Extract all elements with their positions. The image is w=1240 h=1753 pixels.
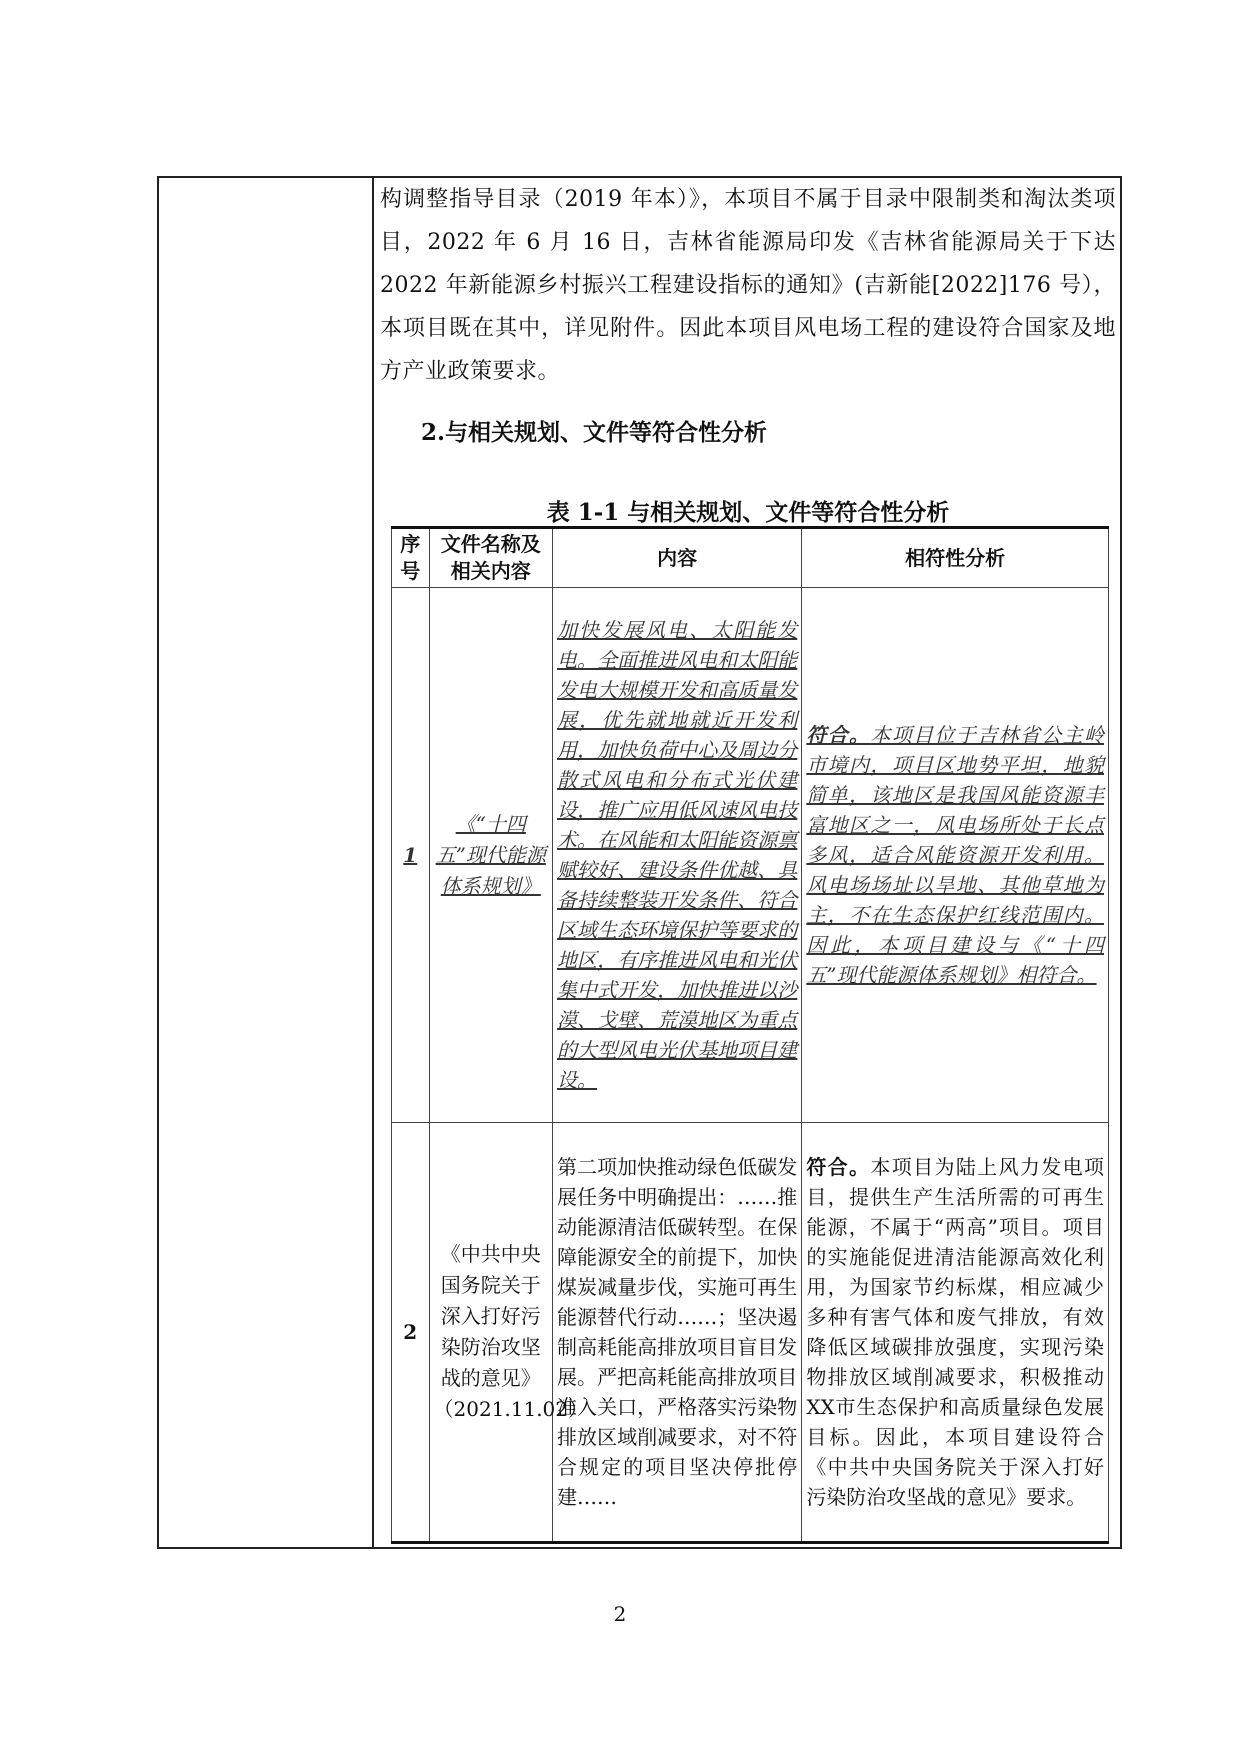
analysis-verdict: 符合。 [806,723,871,747]
row-content: 第二项加快推动绿色低碳发展任务中明确提出：……推动能源清洁低碳转型。在保障能源安全的前提下，加快煤炭减量步伐，实施可再生能源替代行动……；坚决遏制高耗能高排放项目盲目发展。严把高耗能高排放项目准入关口，严格落实污染物排放区域削减要求，对不符合规定的项目坚决停批停建…… [553,1123,802,1543]
table-row [392,588,1109,1123]
row-content: 加快发展风电、太阳能发电。全面推进风电和太阳能发电大规模开发和高质量发展，优先就地就近开发利用，加快负荷中心及周边分散式风电和分布式光伏建设，推广应用低风速风电技术。在风能和太阳能资源禀赋较好、建设条件优越、具备持续整装开发条件、符合区域生态环境保护等要求的地区，有序推进风电和光伏集中式开发，加快推进以沙漠、戈壁、荒漠地区为重点的大型风电光伏基地项目建设。 [553,588,802,1123]
analysis-verdict: 符合。 [806,1155,871,1179]
page-number: 2 [613,1602,627,1626]
policy-paragraph: 构调整指导目录（2019 年本）》，本项目不属于目录中限制类和淘汰类项目，2022 年 6 月 16 日，吉林省能源局印发《吉林省能源局关于下达 2022 年新能源乡村振兴工程建设指标的通知》(吉新能[2022]176 号），本项目既在其中，详见附件。因此本项目风电场工程的建设符合国家及地方产业政策要求。 [380,187,1116,384]
compliance-table [391,526,1109,1544]
row-document-name: 《中共中央国务院关于深入打好污染防治攻坚战的意见》（2021.11.02） [429,1123,553,1543]
row-analysis [802,1123,1109,1543]
row-no: 1 [392,588,430,1123]
row-no: 2 [392,1123,430,1543]
document-frame [157,176,1122,1549]
analysis-text: 本项目位于吉林省公主岭市境内，项目区地势平坦，地貌简单，该地区是我国风能资源丰富地区之一，风电场所处于长点多风，适合风能资源开发利用。风电场场址以旱地、其他草地为主，不在生态保护红线范围内。因此，本项目建设与《“十四五”现代能源体系规划》相符合。 [806,723,1105,987]
section-heading: 2.与相关规划、文件等符合性分析 [421,419,768,446]
header-content: 内容 [553,528,802,588]
table-caption: 表 1-1 与相关规划、文件等符合性分析 [546,499,950,526]
row-analysis [802,588,1109,1123]
header-name: 文件名称及相关内容 [429,528,553,588]
header-no: 序号 [392,528,430,588]
table-row [392,1123,1109,1543]
row-document-name: 《“十四五”现代能源体系规划》 [429,588,553,1123]
header-analysis: 相符性分析 [802,528,1109,588]
analysis-text: 本项目为陆上风力发电项目，提供生产生活所需的可再生能源，不属于“两高”项目。项目的实施能促进清洁能源高效化利用，为国家节约标煤，相应减少多种有害气体和废气排放，有效降低区域碳排放强度，实现污染物排放区域削减要求，积极推动XX市生态保护和高质量绿色发展目标。因此，本项目建设符合《中共中央国务院关于深入打好污染防治攻坚战的意见》要求。 [806,1155,1105,1509]
frame-divider [372,178,374,1547]
table-header-row [392,528,1109,588]
